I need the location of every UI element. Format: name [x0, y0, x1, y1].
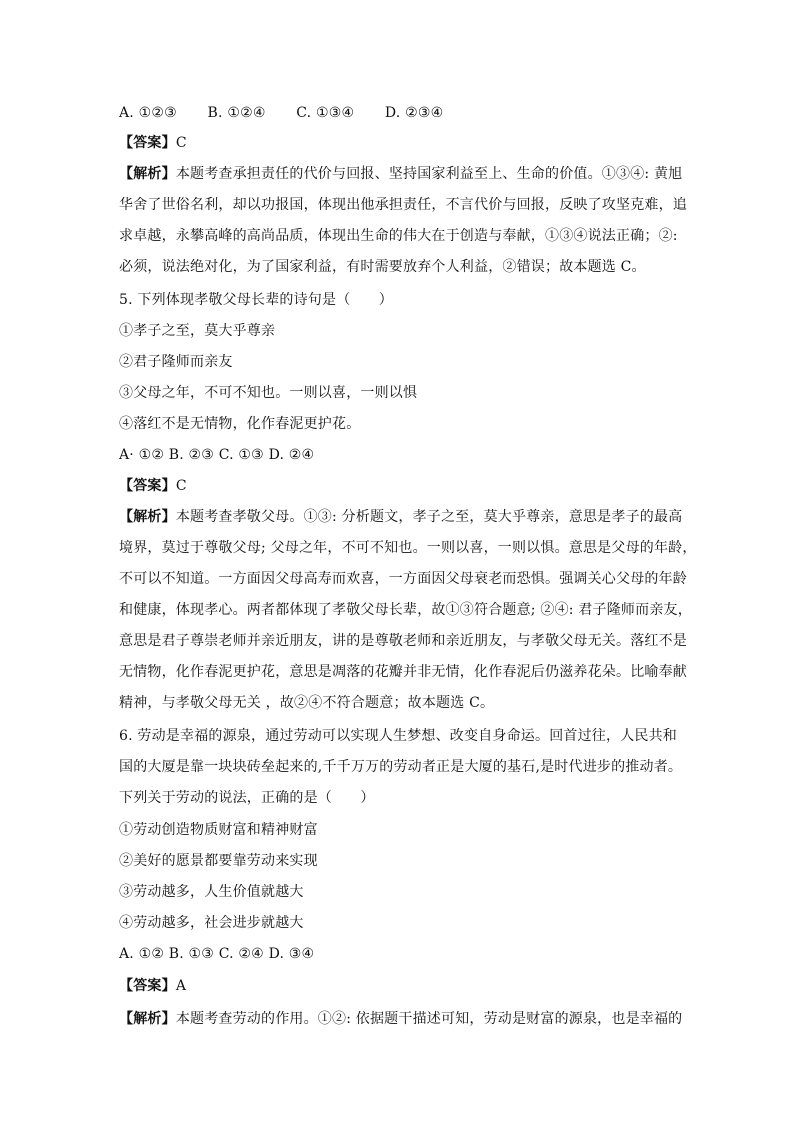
answer-tag: 【答案】 — [119, 978, 176, 994]
analysis-text: 本题考查劳动的作用。①②: 依据题干描述可知，劳动是财富的源泉，也是幸福的 — [175, 1011, 683, 1027]
q6-item: ①劳动创造物质财富和精神财富 — [119, 822, 318, 838]
analysis-tag: 【解析】 — [119, 509, 176, 525]
q5-analysis-line: 和健康，体现孝心。两者都体现了孝敬父母长辈，故①③符合题意; ②④: 君子隆师而亲友， — [119, 602, 692, 618]
answer-tag: 【答案】 — [119, 478, 176, 494]
answer-value: C — [175, 478, 187, 494]
q4-option-a: A. ①②③ — [119, 105, 177, 121]
q5-analysis-line: 意思是君子尊崇老师并亲近朋友，讲的是尊敬老师和亲近朋友，与孝敬父母无关。落红不是 — [119, 633, 687, 649]
q5-analysis-line: 不可以不知道。一方面因父母高寿而欢喜，一方面因父母衰老而恐惧。强调关心父母的年龄 — [119, 571, 687, 587]
q5-analysis-line: 境界，莫过于尊敬父母; 父母之年，不可不知也。一则以喜，一则以惧。意思是父母的年龄， — [119, 540, 697, 556]
q5-stem: 5. 下列体现孝敬父母长辈的诗句是（ ） — [119, 292, 394, 308]
q6-options: A. ①② B. ①③ C. ②④ D. ③④ — [119, 946, 315, 962]
q6-answer — [119, 976, 679, 996]
analysis-text: 本题考查承担责任的代价与回报、坚持国家利益至上、生命的价值。①③④: 黄旭 — [175, 166, 683, 182]
q5-analysis-line — [119, 507, 683, 527]
q4-analysis-line: 华舍了世俗名利，却以功报国，体现出他承担责任，不言代价与回报，反映了攻坚克难，追 — [119, 197, 687, 213]
q6-item: ②美好的愿景都要靠劳动来实现 — [119, 853, 318, 869]
analysis-tag: 【解析】 — [119, 166, 176, 182]
q5-analysis-line: 精神，与孝敬父母无关 ，故②④不符合题意；故本题选 C。 — [119, 695, 495, 711]
analysis-text: 本题考查孝敬父母。①③: 分析题文，孝子之至，莫大乎尊亲，意思是孝子的最高 — [175, 509, 683, 525]
analysis-tag: 【解析】 — [119, 1011, 176, 1027]
q6-item: ③劳动越多，人生价值就越大 — [119, 884, 304, 900]
q5-item: ④落红不是无情物，化作春泥更护花。 — [119, 416, 361, 432]
q6-stem-line: 国的大厦是靠一块块砖垒起来的,千千万万的劳动者正是大厦的基石,是时代进步的推动者。 — [119, 759, 683, 775]
q5-item: ①孝子之至，莫大乎尊亲 — [119, 323, 276, 339]
q5-item: ②君子隆师而亲友 — [119, 354, 233, 370]
q5-answer — [119, 476, 679, 496]
q6-stem-line: 下列关于劳动的说法，正确的是（ ） — [119, 790, 375, 806]
q5-item: ③父母之年，不可不知也。一则以喜，一则以惧 — [119, 385, 418, 401]
answer-value: C — [175, 135, 187, 151]
q5-analysis-line: 无情物，化作春泥更护花，意思是凋落的花瓣并非无情，化作春泥后仍滋养花朵。比喻奉献 — [119, 664, 687, 680]
q5-options: A· ①② B. ②③ C. ①③ D. ②④ — [119, 447, 315, 463]
q6-stem-line: 6. 劳动是幸福的源泉，通过劳动可以实现人生梦想、改变自身命运。回首过往，人民共和 — [119, 728, 678, 744]
q4-option-b: B. ①②④ — [207, 105, 266, 121]
q4-analysis-line: 求卓越，永攀高峰的高尚品质，体现出生命的伟大在于创造与奉献，①③④说法正确；②: — [119, 228, 678, 244]
q4-options — [119, 103, 679, 123]
q4-option-d: D. ②③④ — [384, 105, 444, 121]
q4-option-c: C. ①③④ — [296, 105, 355, 121]
q6-item: ④劳动越多，社会进步就越大 — [119, 915, 304, 931]
q4-analysis-line — [119, 164, 683, 184]
q4-analysis-line: 必须，说法绝对化，为了国家利益，有时需要放弃个人利益，②错误；故本题选 C。 — [119, 259, 646, 275]
q4-answer — [119, 133, 679, 153]
q6-analysis-line — [119, 1009, 683, 1029]
answer-tag: 【答案】 — [119, 135, 176, 151]
answer-value: A — [175, 978, 187, 994]
